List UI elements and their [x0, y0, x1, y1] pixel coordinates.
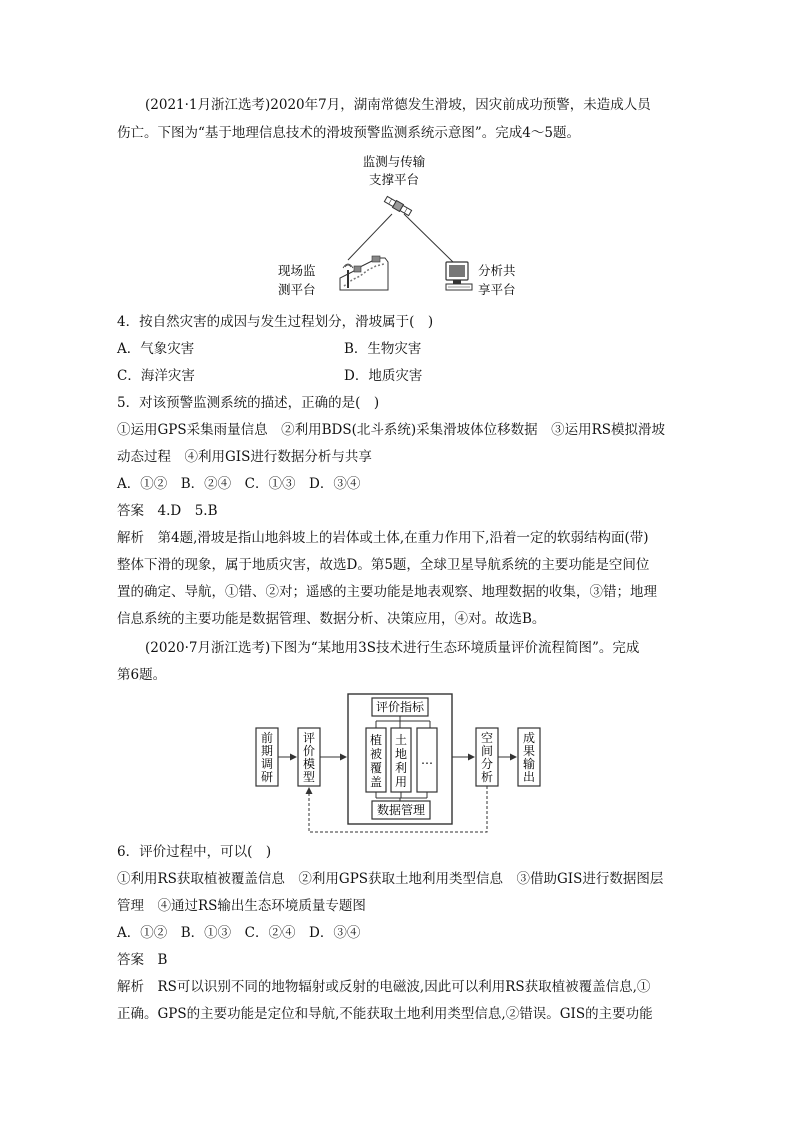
step-model-char-1: 评 [302, 731, 316, 745]
q5-stem: 5．对该预警监测系统的描述，正确的是( ) [117, 395, 380, 411]
right-label-2: 享平台 [478, 282, 516, 297]
more-indicators-box [417, 728, 437, 792]
step-spatial-char-1: 空 [480, 731, 494, 745]
step-research-char-4: 研 [260, 770, 274, 784]
q4-stem: 4．按自然灾害的成因与发生过程划分，滑坡属于( ) [117, 314, 434, 330]
q6-analysis-line2: 正确。GPS的主要功能是定位和导航,不能获取土地利用类型信息,②错误。GIS的主要功能 [117, 1006, 653, 1022]
q45-analysis-line3: 置的确定、导航，①错、②对；遥感的主要功能是地表观察、地理数据的收集，③错；地理 [117, 584, 657, 600]
q45-analysis-line2: 整体下滑的现象，属于地质灾害，故选D。第5题，全球卫星导航系统的主要功能是空间位 [117, 557, 650, 573]
step-research-char-3: 调 [260, 757, 274, 771]
step-research-char-1: 前 [260, 731, 274, 745]
data-management-box [372, 801, 430, 819]
link-right [404, 214, 453, 262]
step-spatial-char-4: 析 [480, 770, 494, 784]
step-output-char-2: 果 [522, 744, 536, 758]
q6-line1: ①利用RS获取植被覆盖信息 ②利用GPS获取土地利用类型信息 ③借助GIS进行数据图层 [117, 871, 664, 887]
veg-char-2: 被 [369, 747, 383, 761]
q6-options: A．①② B．①③ C．②④ D．③④ [117, 925, 361, 941]
q4-option-a: A．气象灾害 [117, 341, 195, 357]
step-model-char-2: 价 [302, 744, 316, 758]
step-box-research [256, 728, 278, 786]
q5-line1: ①运用GPS采集雨量信息 ②利用BDS(北斗系统)采集滑坡体位移数据 ③运用RS模拟滑坡 [117, 422, 666, 438]
veg-char-4: 盖 [369, 775, 383, 789]
land-char-1: 土 [394, 733, 408, 747]
land-char-3: 利 [394, 761, 408, 775]
step-output-char-4: 出 [522, 770, 536, 784]
top-label-2: 支撑平台 [368, 172, 420, 187]
q4-option-d: D．地质灾害 [344, 368, 423, 384]
q5-line2: 动态过程 ④利用GIS进行数据分析与共享 [117, 449, 372, 465]
q5-options: A．①② B．②④ C．①③ D．③④ [117, 476, 361, 492]
q4-option-c: C．海洋灾害 [117, 368, 195, 384]
step-research-char-2: 期 [260, 744, 274, 758]
land-char-2: 地 [394, 747, 408, 761]
indicator-box [372, 698, 428, 716]
veg-char-1: 植 [369, 733, 383, 747]
computer-icon [446, 262, 472, 290]
step-output-char-1: 成 [522, 731, 536, 745]
veg-cover-box [366, 728, 386, 792]
satellite-icon [384, 196, 412, 217]
q6-answer: 答案 B [117, 952, 168, 968]
q6-line2: 管理 ④通过RS输出生态环境质量专题图 [117, 898, 366, 914]
step-spatial-char-3: 分 [480, 757, 494, 771]
step-output-char-3: 输 [522, 757, 536, 771]
right-label-1: 分析共 [478, 263, 516, 278]
left-label-1: 现场监 [278, 263, 316, 278]
q45-intro-line2: 伤亡。下图为“基于地理信息技术的滑坡预警监测系统示意图”。完成4～5题。 [117, 125, 580, 141]
more-label: … [421, 753, 433, 767]
evaluation-flow-diagram [250, 688, 570, 836]
field-monitoring-station-icon [340, 256, 388, 290]
step-model-char-3: 模 [302, 757, 316, 771]
q45-analysis-line4: 信息系统的主要功能是数据管理、数据分析、决策应用，④对。故选B。 [117, 611, 546, 627]
step-box-output [518, 728, 540, 786]
step-box-model [298, 728, 320, 786]
left-label-2: 测平台 [278, 282, 316, 297]
top-label-1: 监测与传输 [362, 154, 426, 169]
landslide-monitoring-diagram [270, 150, 530, 300]
q45-analysis-line1: 解析 第4题,滑坡是指山地斜坡上的岩体或土体,在重力作用下,沿着一定的软弱结构面(带) [117, 530, 649, 546]
q6-analysis-line1: 解析 RS可以识别不同的地物辐射或反射的电磁波,因此可以利用RS获取植被覆盖信息,① [117, 979, 651, 995]
land-char-4: 用 [394, 775, 408, 789]
q45-answer: 答案 4.D 5.B [117, 503, 218, 519]
q6-intro-line2: 第6题。 [117, 667, 167, 683]
q6-stem: 6．评价过程中，可以( ) [117, 844, 272, 860]
q4-option-b: B．生物灾害 [344, 341, 422, 357]
step-spatial-char-2: 间 [480, 744, 494, 758]
q6-intro-line1: (2020·7月浙江选考)下图为“某地用3S技术进行生态环境质量评价流程简图”。完成 [145, 640, 640, 656]
land-use-box [391, 728, 411, 792]
q45-intro-line1: (2021·1月浙江选考)2020年7月，湖南常德发生滑坡，因灾前成功预警，未造成人员 [145, 97, 651, 113]
step-model-char-4: 型 [302, 770, 316, 784]
data-management-label: 数据管理 [376, 803, 426, 817]
veg-char-3: 覆 [369, 761, 383, 775]
step-box-spatial [476, 728, 498, 786]
link-left [348, 214, 392, 260]
indicator-label: 评价指标 [375, 700, 425, 714]
